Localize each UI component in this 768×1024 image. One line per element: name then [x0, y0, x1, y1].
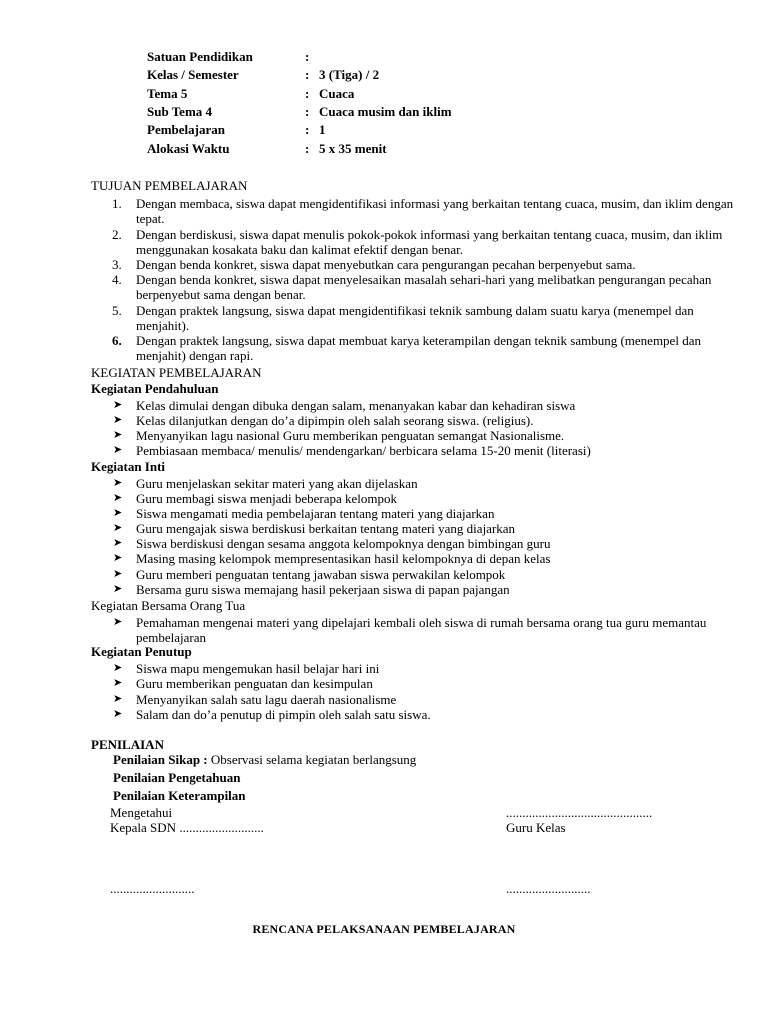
item-number: 6. [112, 333, 122, 348]
header-label: Tema 5 [147, 86, 188, 101]
item-text: Dengan membaca, siswa dapat mengidentifikasi informasi yang berkaitan tentang cuaca, musim, dan iklim dengan tepat. [136, 196, 734, 226]
arrow-bullet-icon: ➤ [113, 568, 123, 580]
item-text: Dengan praktek langsung, siswa dapat mengidentifikasi teknik sambung dalam suatu karya (menempel dan menjahit). [136, 303, 694, 333]
guru-kelas-label: Guru Kelas [506, 820, 566, 835]
item-text: Dengan benda konkret, siswa dapat menyebutkan cara pengurangan pecahan berpenyebut sama. [136, 257, 636, 272]
header-value: 1 [319, 122, 326, 137]
arrow-bullet-icon: ➤ [113, 492, 123, 504]
item-text: Pembiasaan membaca/ menulis/ mendengarkan/ berbicara selama 15-20 menit (literasi) [136, 443, 591, 458]
header-value: Cuaca musim dan iklim [319, 104, 452, 119]
arrow-bullet-icon: ➤ [113, 522, 123, 534]
header-colon: : [305, 122, 310, 137]
item-text: Guru memberi penguatan tentang jawaban siswa perwakilan kelompok [136, 567, 506, 582]
header-colon: : [305, 104, 310, 119]
mengetahui-label: Mengetahui [110, 805, 173, 820]
item-text: Kelas dilanjutkan dengan do’a dipimpin oleh salah seorang siswa. (religius). [136, 413, 534, 428]
arrow-bullet-icon: ➤ [113, 552, 123, 564]
item-text: Dengan berdiskusi, siswa dapat menulis pokok-pokok informasi yang berkaitan tentang cuaca, musim, dan iklim menggunakan kosakata baku dan kalimat efektif dengan benar. [136, 227, 723, 257]
left-signature-dots: .......................... [110, 881, 195, 896]
header-colon: : [305, 67, 310, 82]
arrow-bullet-icon: ➤ [113, 583, 123, 595]
item-text: Guru menjelaskan sekitar materi yang akan dijelaskan [136, 476, 418, 491]
penutup-title: Kegiatan Penutup [91, 644, 192, 659]
item-text: Guru memberikan penguatan dan kesimpulan [136, 676, 373, 691]
penilaian-sikap [113, 752, 416, 768]
orang-tua-title: Kegiatan Bersama Orang Tua [91, 598, 246, 613]
arrow-bullet-icon: ➤ [113, 616, 123, 628]
item-text: Bersama guru siswa memajang hasil pekerjaan siswa di papan pajangan [136, 582, 510, 597]
item-text: Salam dan do’a penutup di pimpin oleh salah satu siswa. [136, 707, 431, 722]
arrow-bullet-icon: ➤ [113, 414, 123, 426]
header-label: Satuan Pendidikan [147, 49, 253, 64]
kepala-sdn-label: Kepala SDN .......................... [110, 820, 264, 835]
item-text: Menyanyikan lagu nasional Guru memberikan penguatan semangat Nasionalisme. [136, 428, 565, 443]
arrow-bullet-icon: ➤ [113, 693, 123, 705]
item-text: Dengan praktek langsung, siswa dapat membuat karya keterampilan dengan teknik sambung (menempel dan menjahit) dengan rapi. [136, 333, 701, 363]
item-text: Guru membagi siswa menjadi beberapa kelompok [136, 491, 398, 506]
item-text: Kelas dimulai dengan dibuka dengan salam, menanyakan kabar dan kehadiran siswa [136, 398, 576, 413]
item-number: 5. [112, 303, 122, 318]
penilaian-sikap-value: Observasi selama kegiatan berlangsung [207, 752, 417, 767]
item-text: Siswa berdiskusi dengan sesama anggota kelompoknya dengan bimbingan guru [136, 536, 551, 551]
item-text: Guru mengajak siswa berdiskusi berkaitan tentang materi yang diajarkan [136, 521, 516, 536]
header-colon: : [305, 141, 310, 156]
arrow-bullet-icon: ➤ [113, 507, 123, 519]
item-text: Dengan benda konkret, siswa dapat menyelesaikan masalah sehari-hari yang melibatkan pengurangan pecahan berpenyebut sama dengan benar. [136, 272, 712, 302]
item-text: Siswa mapu mengemukan hasil belajar hari ini [136, 661, 380, 676]
arrow-bullet-icon: ➤ [113, 429, 123, 441]
penilaian-title: PENILAIAN [91, 737, 164, 752]
arrow-bullet-icon: ➤ [113, 537, 123, 549]
arrow-bullet-icon: ➤ [113, 399, 123, 411]
header-label: Pembelajaran [147, 122, 225, 137]
arrow-bullet-icon: ➤ [113, 662, 123, 674]
arrow-bullet-icon: ➤ [113, 444, 123, 456]
header-label: Kelas / Semester [147, 67, 239, 82]
item-text: Pemahaman mengenai materi yang dipelajari kembali oleh siswa di rumah bersama orang tua guru memantau pembelajaran [136, 615, 707, 645]
penilaian-keterampilan: Penilaian Keterampilan [113, 788, 246, 803]
header-value: 3 (Tiga) / 2 [319, 67, 380, 82]
item-number: 4. [112, 272, 122, 287]
right-dots-top: ............................................. [506, 805, 653, 820]
arrow-bullet-icon: ➤ [113, 708, 123, 720]
item-number: 2. [112, 227, 122, 242]
item-text: Menyanyikan salah satu lagu daerah nasionalisme [136, 692, 397, 707]
rpp-title: RENCANA PELAKSANAAN PEMBELAJARAN [252, 922, 516, 936]
header-value: Cuaca [319, 86, 355, 101]
header-value: 5 x 35 menit [319, 141, 387, 156]
item-number: 1. [112, 196, 122, 211]
header-colon: : [305, 49, 310, 64]
header-label: Alokasi Waktu [147, 141, 230, 156]
item-number: 3. [112, 257, 122, 272]
pendahuluan-title: Kegiatan Pendahuluan [91, 381, 219, 396]
header-colon: : [305, 86, 310, 101]
tujuan-title: TUJUAN PEMBELAJARAN [91, 178, 248, 193]
item-text: Masing masing kelompok mempresentasikan hasil kelompoknya di depan kelas [136, 551, 551, 566]
header-label: Sub Tema 4 [147, 104, 213, 119]
inti-title: Kegiatan Inti [91, 459, 166, 474]
penilaian-sikap-label: Penilaian Sikap : [113, 752, 208, 767]
kegiatan-title: KEGIATAN PEMBELAJARAN [91, 365, 262, 380]
item-text: Siswa mengamati media pembelajaran tentang materi yang diajarkan [136, 506, 495, 521]
penilaian-pengetahuan: Penilaian Pengetahuan [113, 770, 241, 785]
arrow-bullet-icon: ➤ [113, 677, 123, 689]
arrow-bullet-icon: ➤ [113, 477, 123, 489]
right-signature-dots: .......................... [506, 881, 591, 896]
